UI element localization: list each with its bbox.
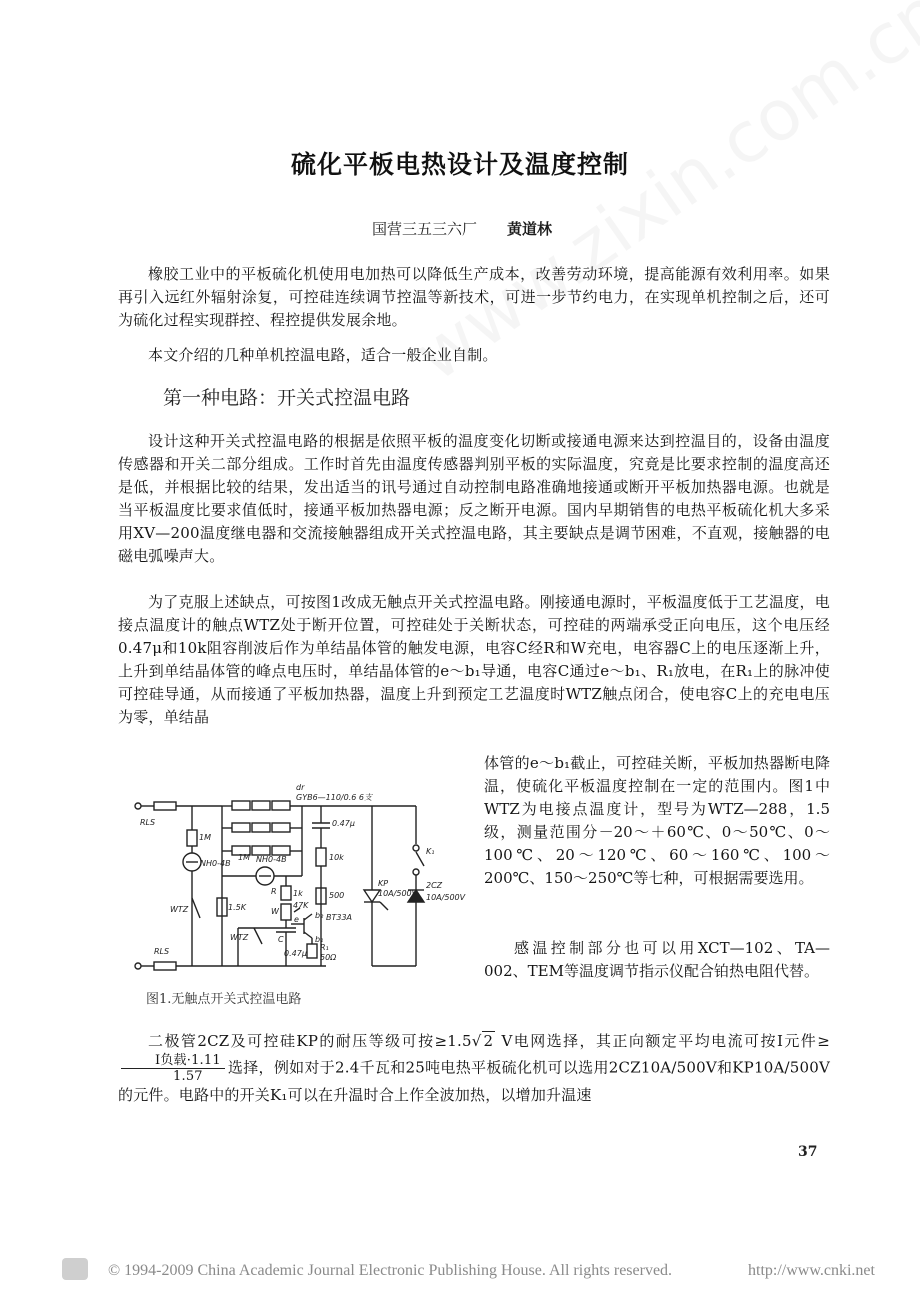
label-diode-rating: 10A/500V [426,893,466,902]
article-title: 硫化平板电热设计及温度控制 [290,150,629,179]
label-lamp2-r: 1M [238,853,250,862]
label-r1-val: 50Ω [320,953,337,962]
label-r1k: 1k [293,889,303,898]
author: 黄道林 [507,220,553,238]
label-rls-bottom: RLS [154,947,170,956]
label-ujt: BT33A [326,913,353,922]
label-r1: R₁ [320,943,329,952]
cnki-logo-icon [62,1258,88,1280]
footer-url[interactable]: http://www.cnki.net [748,1262,875,1279]
section-paragraph-3: 感温控制部分也可以用XCT—102、TA—002、TEM等温度调节指示仪配合铂热电阻代替。 [484,939,830,980]
copyright-text: © 1994-2009 China Academic Journal Electronic Publishing House. All rights reserved. [108,1262,673,1279]
current-fraction: $\frac{\text{I负载·1.11}}{1.57}$ [121,1053,225,1084]
label-kp-rating: 10A/500V [378,889,418,898]
affiliation: 国营三五三六厂 [372,220,478,238]
label-r15k: 1.5K [228,903,246,912]
label-kp: KP [378,879,389,888]
label-c: C [278,935,284,944]
label-wtz2: WTZ [230,933,249,942]
fuse-top [154,802,176,810]
label-e: e [294,915,299,924]
intro-paragraph-2: 本文介绍的几种单机控温电路，适合一般企业自制。 [148,346,498,364]
page-number: 37 [798,1144,818,1160]
label-heater-model: GYB6—110/0.6 6支 [296,793,372,802]
label-rls-top: RLS [140,818,156,827]
label-diode: 2CZ [426,881,443,890]
byline [372,218,552,239]
label-lamp1: NH0-4B [200,859,231,868]
section-paragraph-4: 二极管2CZ及可控硅KP的耐压等级可按≥1.5√ 2 V电网选择，其正向额定平均电流可按I元件≥ $\frac{\text{I负载·1.11}}{1.57}$ 选择，例如对于2.4千瓦和25吨电热平板硫化机可以选用2CZ10A/500V和KP10A/500V的元件。电路中的开关K₁可以在升温时合上作全波加热，以增加升温速 [118,1032,830,1104]
circuit-diagram [126,778,470,978]
label-cap047: 0.47μ [332,819,355,828]
fuse-bottom [154,962,176,970]
label-wtz1: WTZ [170,905,189,914]
label-heater-note: dr [296,783,305,792]
label-r500: 500 [329,891,345,900]
label-w: W [271,907,279,916]
section-paragraph-2: 为了克服上述缺点，可按图1改成无触点开关式控温电路。刚接通电源时，平板温度低于工艺温度，电接点温度计的触点WTZ处于断开位置，可控硅处于关断状态，可控硅的两端承受正向电压，这个电压经0.47μ和10k阻容削波后作为单结晶体管的触发电源，电容C经R和W充电，电容器C上的电压逐渐上升，上升到单结晶体管的峰点电压时，单结晶体管的e～b₁导通，电容C通过e～b₁、R₁放电，在R₁上的脉冲使可控硅导通，从而接通了平板加热器，温度上升到预定工艺温度时WTZ触点闭合，使电容C上的充电电压为零，单结晶 [118,593,830,726]
intro-paragraph-1: 橡胶工业中的平板硫化机使用电加热可以降低生产成本，改善劳动环境，提高能源有效利用率。如果再引入远红外辐射涂复，可控硅连续调节控温等新技术，可进一步节约电力，在实现单机控制之后，还可为硫化过程实现群控、程控提供发展余地。 [118,265,830,329]
section-heading: 第一种电路：开关式控温电路 [163,387,411,409]
terminal-bottom [135,963,141,969]
terminal-top [135,803,141,809]
label-r: R [271,887,277,896]
label-c047: 0.47μ [284,949,307,958]
label-lamp1-r: 1M [199,833,211,842]
label-b2: b₂ [315,911,324,920]
section-paragraph-2-continued: 体管的e～b₁截止，可控硅关断，平板加热器断电降温，使硫化平板温度控制在一定的范围内。图1中WTZ为电接点温度计，型号为WTZ—288，1.5级，测量范围分－20～＋60℃、0～50℃、0～100℃、20～120℃、60～160℃、100～200℃、150～250℃等七种，可根据需要选用。 [484,754,830,887]
label-k1: K₁ [426,847,435,856]
label-b1: b₁ [315,935,324,944]
figure-caption: 图1.无触点开关式控温电路 [146,992,302,1007]
label-lamp2: NH0-4B [256,855,287,864]
label-w47k: 47K [293,901,309,910]
section-paragraph-1: 设计这种开关式控温电路的根据是依照平板的温度变化切断或接通电源来达到控温目的，设备由温度传感器和开关二部分组成。工作时首先由温度传感器判别平板的实际温度，究竟是比要求控制的温度高还是低，并根据比较的结果，发出适当的讯号通过自动控制电路准确地接通或断开平板加热器电源。也就是当平板温度比要求值低时，接通平板加热器电源；反之断开电源。国内早期销售的电热平板硫化机大多采用XV—200温度继电器和交流接触器组成开关式控温电路，其主要缺点是调节困难，不直观，接触器的电磁电弧噪声大。 [118,432,830,565]
label-r10k: 10k [329,853,344,862]
